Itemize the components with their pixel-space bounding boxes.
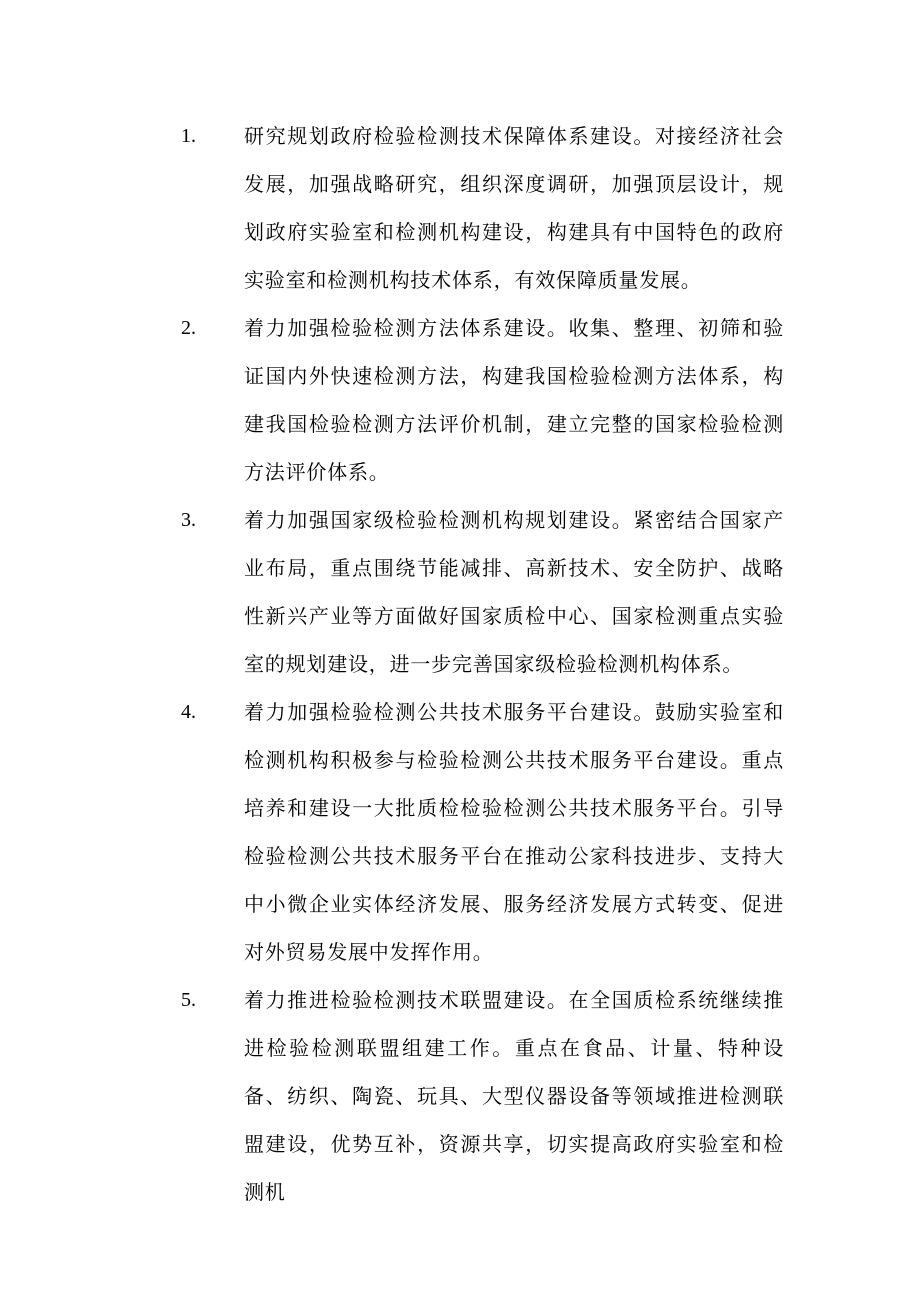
list-item-number: 5. (181, 989, 196, 1011)
list-item-text: 着力加强检验检测公共技术服务平台建设。鼓励实验室和检测机构积极参与检验检测公共技术服务平台建设。重点培养和建设一大批质检检验检测公共技术服务平台。引导检验检测公共技术服务平台在推动公家科技进步、支持大中小微企业实体经济发展、服务经济发展方式转变、促进对外贸易发展中发挥作用。 (244, 700, 784, 964)
list-item (0, 688, 920, 976)
list-item-text: 着力加强检验检测方法体系建设。收集、整理、初筛和验证国内外快速检测方法，构建我国检验检测方法体系，构建我国检验检测方法评价机制，建立完整的国家检验检测方法评价体系。 (244, 316, 784, 484)
list-item-number: 3. (181, 509, 196, 531)
list-item-number: 4. (181, 701, 196, 723)
list-item (0, 304, 920, 496)
list-item (0, 976, 920, 1216)
numbered-list (0, 112, 920, 1216)
list-item (0, 496, 920, 688)
list-item-text: 着力推进检验检测技术联盟建设。在全国质检系统继续推进检验检测联盟组建工作。重点在食品、计量、特种设备、纺织、陶瓷、玩具、大型仪器设备等领域推进检测联盟建设，优势互补，资源共享，切实提高政府实验室和检测机 (244, 988, 784, 1204)
list-item (0, 112, 920, 304)
list-item-number: 1. (181, 125, 196, 147)
list-item-number: 2. (181, 317, 196, 339)
list-item-text: 研究规划政府检验检测技术保障体系建设。对接经济社会发展，加强战略研究，组织深度调研，加强顶层设计，规划政府实验室和检测机构建设，构建具有中国特色的政府实验室和检测机构技术体系，有效保障质量发展。 (244, 124, 784, 292)
list-item-text: 着力加强国家级检验检测机构规划建设。紧密结合国家产业布局，重点围绕节能减排、高新技术、安全防护、战略性新兴产业等方面做好国家质检中心、国家检测重点实验室的规划建设，进一步完善国家级检验检测机构体系。 (244, 508, 784, 676)
